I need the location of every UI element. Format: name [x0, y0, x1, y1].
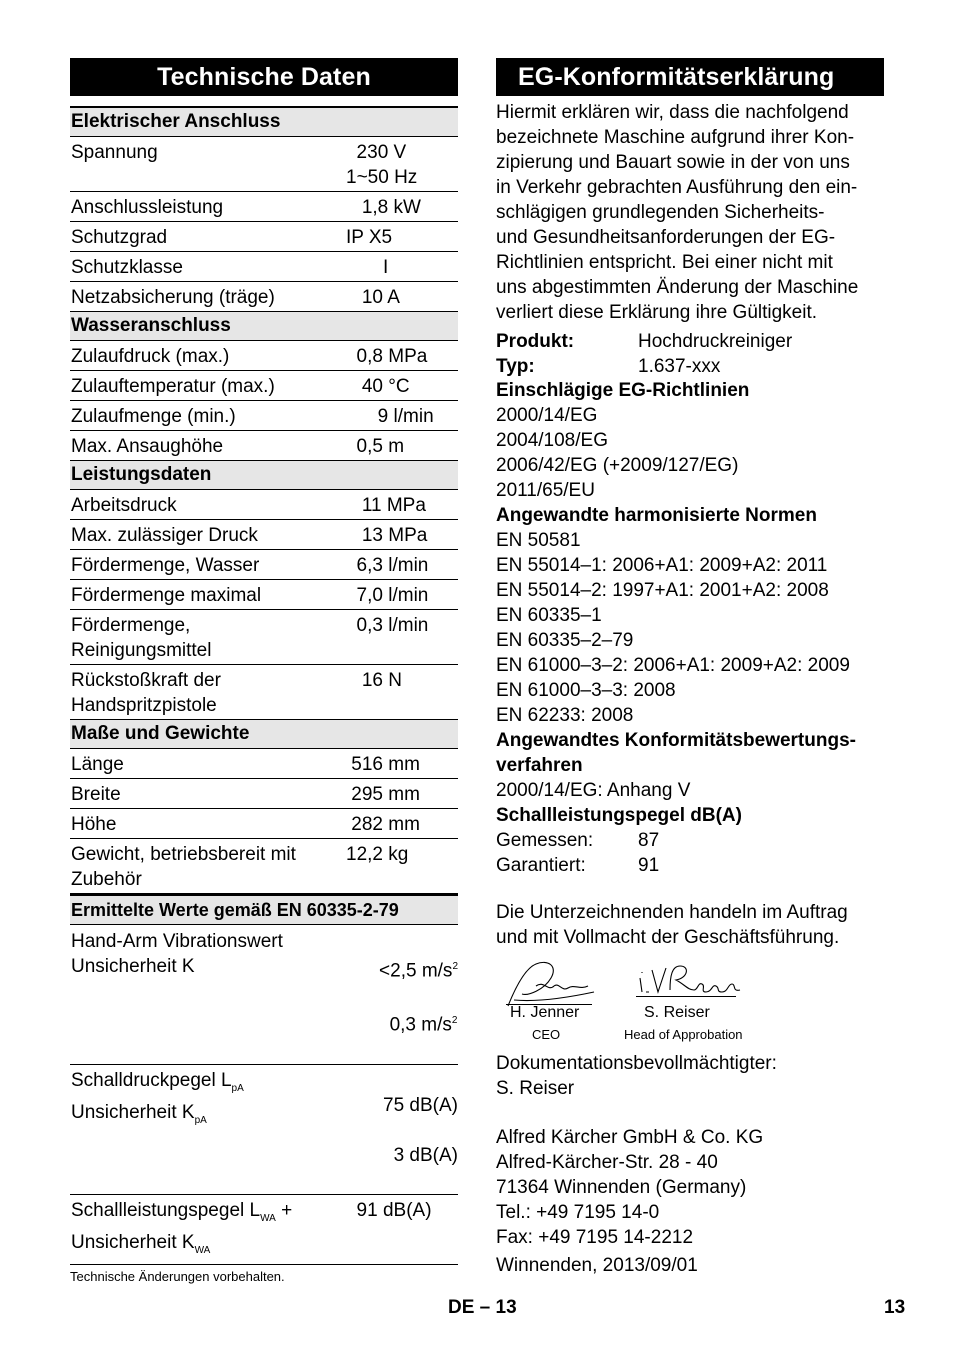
product-info	[496, 329, 884, 950]
spec-table	[70, 106, 458, 894]
section-heading: Elektrischer Anschluss	[70, 108, 458, 137]
row-label: Spannung	[71, 142, 158, 163]
intro-line: verliert diese Erklärung ihre Gültigkeit.	[496, 302, 818, 323]
en-measured-values	[70, 894, 458, 1265]
row-label: Max. Ansaughöhe	[71, 436, 224, 457]
signer-name: H. Jenner	[510, 1004, 580, 1021]
signatories-note	[496, 900, 884, 950]
section-heading: Wasseranschluss	[70, 312, 458, 341]
row-label: Zulauftemperatur (max.)	[71, 376, 275, 397]
text-line: Die Unterzeichnenden handeln im Auftrag	[496, 902, 848, 923]
place-date: Winnenden, 2013/09/01	[496, 1255, 698, 1276]
row-value: 9 l/min	[346, 406, 434, 427]
row-value: I	[346, 257, 389, 278]
list-item: EN 55014–1: 2006+A1: 2009+A2: 2011	[496, 555, 828, 576]
list-item: EN 55014–2: 1997+A1: 2001+A2: 2008	[496, 580, 829, 601]
conformity-column	[496, 58, 884, 1278]
intro-line: und Gesundheitsanforderungen der EG-	[496, 227, 836, 248]
intro-line: in Verkehr gebrachten Ausführung den ein-	[496, 177, 858, 198]
table-row	[70, 550, 458, 580]
row-label: Fördermenge, Reinigungsmittel	[71, 615, 212, 661]
signatures	[496, 956, 884, 1051]
list-item: EN 61000–3–2: 2006+A1: 2009+A2: 2009	[496, 655, 850, 676]
table-row	[70, 431, 458, 461]
list-item: 2000/14/EG	[496, 405, 598, 426]
row-label: Unsicherheit K	[71, 956, 195, 977]
row-label: Fördermenge maximal	[71, 585, 262, 606]
address-line: Fax: +49 7195 14-2212	[496, 1227, 694, 1248]
verfahren-value: 2000/14/EG: Anhang V	[496, 780, 691, 801]
row-value: <2,5 m/s	[379, 960, 453, 982]
row-label: Länge	[71, 754, 124, 775]
schall-heading: Schallleistungspegel dB(A)	[496, 805, 742, 826]
row-label: Zulaufdruck (max.)	[71, 346, 230, 367]
row-label: Hand-Arm Vibrationswert	[71, 931, 283, 952]
intro-line: zipierung und Bauart sowie in der von uns	[496, 152, 850, 173]
address-line: Alfred-Kärcher-Str. 28 - 40	[496, 1152, 718, 1173]
conformity-title: EG-Konformitätserklärung	[496, 58, 884, 96]
row-label: Breite	[71, 784, 121, 805]
technical-data-title: Technische Daten	[70, 58, 458, 96]
list-item: 2006/42/EG (+2009/127/EG)	[496, 455, 739, 476]
intro-line: Richtlinien entspricht. Bei einer nicht mit	[496, 252, 833, 273]
row-value: 1,8 kW	[346, 197, 421, 218]
address-line: 71364 Winnenden (Germany)	[496, 1177, 747, 1198]
table-row	[70, 610, 458, 665]
normen-heading: Angewandte harmonisierte Normen	[496, 505, 817, 526]
heading-line: verfahren	[496, 755, 583, 776]
richtlinien-list	[496, 403, 884, 503]
list-item: 2011/65/EU	[496, 480, 595, 501]
row-value: 12,2 kg	[346, 844, 409, 865]
row-value: 282 mm	[346, 814, 420, 835]
footnote: Technische Änderungen vorbehalten.	[70, 1269, 285, 1285]
table-row	[70, 490, 458, 520]
row-value: 0,3 l/min	[346, 615, 429, 636]
verfahren-heading	[496, 728, 884, 778]
list-item: EN 62233: 2008	[496, 705, 634, 726]
row-label: Arbeitsdruck	[71, 495, 177, 516]
table-row	[70, 520, 458, 550]
row-value: 16 N	[346, 670, 402, 691]
row-value: 516 mm	[346, 754, 420, 775]
intro-line: Hiermit erklären wir, dass die nachfolgend	[496, 102, 849, 123]
table-row	[70, 809, 458, 839]
table-row	[70, 580, 458, 610]
row-value: 40 °C	[346, 376, 410, 397]
row-value: IP X5	[346, 227, 393, 248]
row-label: Gewicht, betriebsbereit mit Zubehör	[71, 844, 296, 890]
signer-role: Head of Approbation	[624, 1027, 743, 1042]
text-line: und mit Vollmacht der Geschäftsführung.	[496, 927, 840, 948]
row-value: 10 A	[346, 287, 400, 308]
garantiert-value: 91	[638, 855, 660, 876]
table-row: Hand-Arm Vibrationswert Unsicherheit K <2,5 $m/s^2$ 0,3 $m/s^2$	[70, 925, 458, 1065]
signer-role: CEO	[532, 1027, 561, 1042]
list-item: 2004/108/EG	[496, 430, 608, 451]
richtlinien-heading: Einschlägige EG-Richtlinien	[496, 380, 750, 401]
produkt-value: Hochdruckreiniger	[638, 331, 793, 352]
row-value: 0,3 m/s	[379, 1014, 452, 1036]
row-value: 7,0 l/min	[346, 585, 429, 606]
technical-data-column	[70, 58, 458, 1284]
typ-label: Typ:	[496, 356, 535, 377]
heading-line: Angewandtes Konformitätsbewertungs-	[496, 730, 856, 751]
page-label: DE – 13	[448, 1297, 517, 1318]
row-label: Anschlussleistung	[71, 197, 224, 218]
garantiert-label: Garantiert:	[496, 855, 586, 876]
intro-line: uns abgestimmten Änderung der Maschine	[496, 277, 859, 298]
documentation-representative	[496, 1051, 884, 1101]
section-heading: Ermittelte Werte gemäß EN 60335-2-79	[70, 894, 458, 925]
row-label: Max. zulässiger Druck	[71, 525, 258, 546]
typ-value: 1.637-xxx	[638, 356, 721, 377]
gemessen-value: 87	[638, 830, 660, 851]
list-item: EN 61000–3–3: 2008	[496, 680, 676, 701]
row-label: Zulaufmenge (min.)	[71, 406, 236, 427]
intro-line: schlägigen grundlegenden Sicherheits-	[496, 202, 825, 223]
intro-line: bezeichnete Maschine aufgrund ihrer Kon-	[496, 127, 855, 148]
address-line: Tel.: +49 7195 14-0	[496, 1202, 660, 1223]
row-label: Schalldruckpegel L	[71, 1069, 232, 1091]
table-row	[70, 371, 458, 401]
handwritten-signature	[632, 956, 752, 1006]
row-value: 3 dB(A)	[372, 1144, 458, 1166]
gemessen-label: Gemessen:	[496, 830, 594, 851]
row-value: 295 mm	[346, 784, 420, 805]
row-label: Unsicherheit K	[71, 1102, 195, 1124]
row-value: 0,8 MPa	[346, 346, 428, 367]
address-line: Alfred Kärcher GmbH & Co. KG	[496, 1127, 764, 1148]
row-value: 13 MPa	[346, 525, 428, 546]
table-row	[70, 222, 458, 252]
row-label: Netzabsicherung (träge)	[71, 287, 275, 308]
row-label: Fördermenge, Wasser	[71, 555, 260, 576]
table-row	[70, 749, 458, 779]
text-line: Dokumentationsbevollmächtigter:	[496, 1053, 777, 1074]
row-label: Schutzklasse	[71, 257, 183, 278]
row-value: 91 dB(A)	[346, 1199, 432, 1221]
row-value: 230 V 1~50 Hz	[346, 142, 418, 188]
row-value: 11 MPa	[346, 495, 426, 516]
intro-paragraph	[496, 100, 884, 325]
table-row	[70, 779, 458, 809]
table-row	[70, 401, 458, 431]
company-address	[496, 1125, 884, 1250]
row-value: 75 dB(A)	[372, 1094, 458, 1116]
table-row	[70, 839, 458, 894]
section-heading: Leistungsdaten	[70, 461, 458, 490]
text-line: S. Reiser	[496, 1078, 575, 1099]
table-row	[70, 665, 458, 720]
row-label: Schallleistungspegel L	[71, 1199, 261, 1221]
list-item: EN 60335–1	[496, 605, 602, 626]
table-row: Schallleistungspegel $L_{WA}$ + Unsicherheit $K_{WA}$ 91 dB(A)	[70, 1195, 458, 1266]
table-row	[70, 192, 458, 222]
row-label: Höhe	[71, 814, 117, 835]
row-label: Unsicherheit K	[71, 1232, 195, 1254]
list-item: EN 50581	[496, 530, 581, 551]
table-row	[70, 282, 458, 312]
list-item: EN 60335–2–79	[496, 630, 634, 651]
section-heading: Maße und Gewichte	[70, 720, 458, 749]
signer-name: S. Reiser	[644, 1004, 710, 1021]
produkt-label: Produkt:	[496, 331, 575, 352]
page-number: 13	[884, 1297, 906, 1318]
row-value: 6,3 l/min	[346, 555, 429, 576]
normen-list	[496, 528, 884, 728]
table-row	[70, 252, 458, 282]
row-label: Rückstoßkraft der Handspritzpistole	[71, 670, 221, 716]
table-row: Schalldruckpegel $L_{pA}$ Unsicherheit $K_{pA}$ 75 dB(A) 3 dB(A)	[70, 1065, 458, 1195]
row-value: 0,5 m	[346, 436, 405, 457]
table-row	[70, 137, 458, 192]
table-row	[70, 341, 458, 371]
row-label: Schutzgrad	[71, 227, 168, 248]
